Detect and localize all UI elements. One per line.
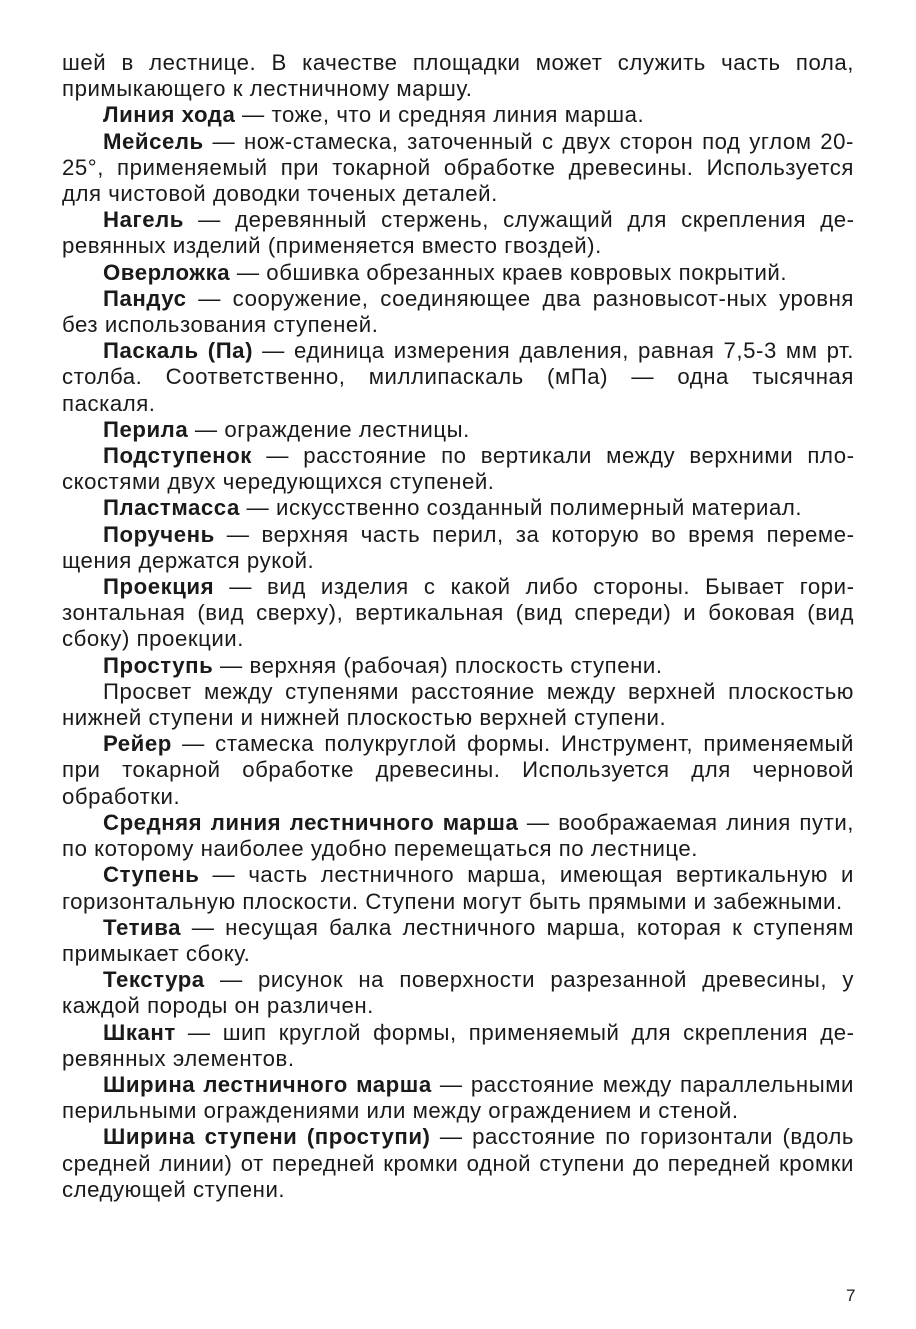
entry-definition: — рисунок на поверхности разрезанной древесины, у каждой породы он различен. <box>62 967 854 1019</box>
continuation-paragraph: шей в лестнице. В качестве площадки может служить часть пола, примыкающего к лестничному маршу. <box>62 50 854 102</box>
entry-meisel <box>62 129 854 208</box>
entry-definition: Просвет между ступенями расстояние между верхней плоскостью нижней ступени и нижней плоскостью верхней ступени. <box>62 678 854 731</box>
entry-term: Оверложка <box>103 259 231 285</box>
entry-term: Пластмасса <box>103 495 240 521</box>
entry-definition: — часть лестничного марша, имеющая вертикальную и горизонтальную плоскости. Ступени могут быть прямыми и забежными. <box>62 862 854 914</box>
entry-poruchen <box>62 522 854 574</box>
page-number: 7 <box>846 1286 856 1305</box>
entry-term: Паскаль (Па) <box>103 338 254 364</box>
entry-perila <box>62 417 854 443</box>
entry-nagel <box>62 207 854 259</box>
entry-term: Линия хода <box>103 102 236 128</box>
entry-proekciya <box>62 574 854 653</box>
entry-overlozhka <box>62 260 854 286</box>
entry-term: Нагель <box>103 207 184 233</box>
entry-line-hoda <box>62 102 854 128</box>
entry-definition: — вид изделия с какой либо стороны. Бывает горизонтальная (вид сверху), вертикальная (вид спереди) и боковая (вид сбоку) проекции. <box>62 574 854 652</box>
entry-definition: — воображаемая линия пути, по которому наиболее удобно перемещаться по лестнице. <box>62 809 854 862</box>
entry-definition: — ограждение лестницы. <box>188 416 470 442</box>
page-body <box>62 50 854 1203</box>
entry-definition: — искусственно созданный полимерный материал. <box>239 495 803 521</box>
entry-term: Ширина лестничного марша <box>103 1071 432 1097</box>
entry-definition: — верхняя (рабочая) плоскость ступени. <box>213 652 663 678</box>
entry-srednyaya-liniya <box>62 810 854 862</box>
entry-definition: — несущая балка лестничного марша, которая к ступеням примыкает сбоку. <box>62 914 854 966</box>
entry-term: Проступь <box>103 652 214 678</box>
entry-prostup <box>62 653 854 679</box>
entry-term: Пандус <box>103 285 187 311</box>
entry-definition: — нож-стамеска, заточенный с двух сторон под углом 20-25°, применяемый при токарной обработке древесины. Используется для чистовой доводки точеных деталей. <box>62 128 854 207</box>
entry-definition: — шип круглой формы, применяемый для скрепления деревянных элементов. <box>62 1019 854 1071</box>
entry-term: Текстура <box>103 967 205 993</box>
entry-term: Тетива <box>103 914 181 940</box>
entry-term: Мейсель <box>103 128 204 154</box>
entry-term: Шкант <box>103 1019 176 1045</box>
entry-tetiva <box>62 915 854 967</box>
entry-stupen <box>62 862 854 914</box>
entry-definition: — стамеска полукруглой формы. Инструмент, применяемый при токарной обработке древесины. Используется для черновой обработки. <box>62 731 854 809</box>
entry-term: Проекция <box>103 574 215 600</box>
entry-prosvet <box>62 679 854 731</box>
entry-plastmassa <box>62 495 854 521</box>
entry-term: Перила <box>103 416 189 442</box>
entry-term: Средняя линия лестничного марша <box>103 809 519 835</box>
entry-pandus <box>62 286 854 338</box>
entry-podstupenok <box>62 443 854 495</box>
entry-definition: — обшивка обрезанных краев ковровых покрытий. <box>230 259 788 285</box>
entry-term: Рейер <box>103 731 172 757</box>
entry-definition: — расстояние по горизонтали (вдоль средней линии) от передней кромки одной ступени до передней кромки следующей ступени. <box>62 1124 854 1202</box>
entry-term: Ступень <box>103 862 200 888</box>
entry-reier <box>62 731 854 810</box>
entry-definition: — единица измерения давления, равная 7,5-3 мм рт. столба. Соответственно, миллипаскаль (мПа) — одна тысячная паскаля. <box>62 338 854 416</box>
entry-definition: — расстояние между параллельными перильными ограждениями или между ограждением и стеной. <box>62 1071 854 1124</box>
entry-shirina-marsha <box>62 1072 854 1124</box>
entry-definition: — тоже, что и средняя линия марша. <box>235 102 645 128</box>
entry-definition: — деревянный стержень, служащий для скрепления деревянных изделий (применяется вместо гвоздей). <box>62 207 854 259</box>
entry-definition: — верхняя часть перил, за которую во время перемещения держатся рукой. <box>62 521 854 573</box>
entry-shkant <box>62 1020 854 1072</box>
entry-shirina-stupeni <box>62 1124 854 1203</box>
entry-definition: — сооружение, соединяющее два разновысот-ных уровня без использования ступеней. <box>62 285 854 338</box>
entry-term: Ширина ступени (проступи) <box>103 1124 431 1150</box>
entry-term: Подступенок <box>103 443 252 469</box>
entry-tekstura <box>62 967 854 1019</box>
entry-definition: — расстояние по вертикали между верхними плоскостями двух чередующихся ступеней. <box>62 443 854 495</box>
entry-term: Поручень <box>103 521 215 547</box>
entry-paskal <box>62 338 854 417</box>
